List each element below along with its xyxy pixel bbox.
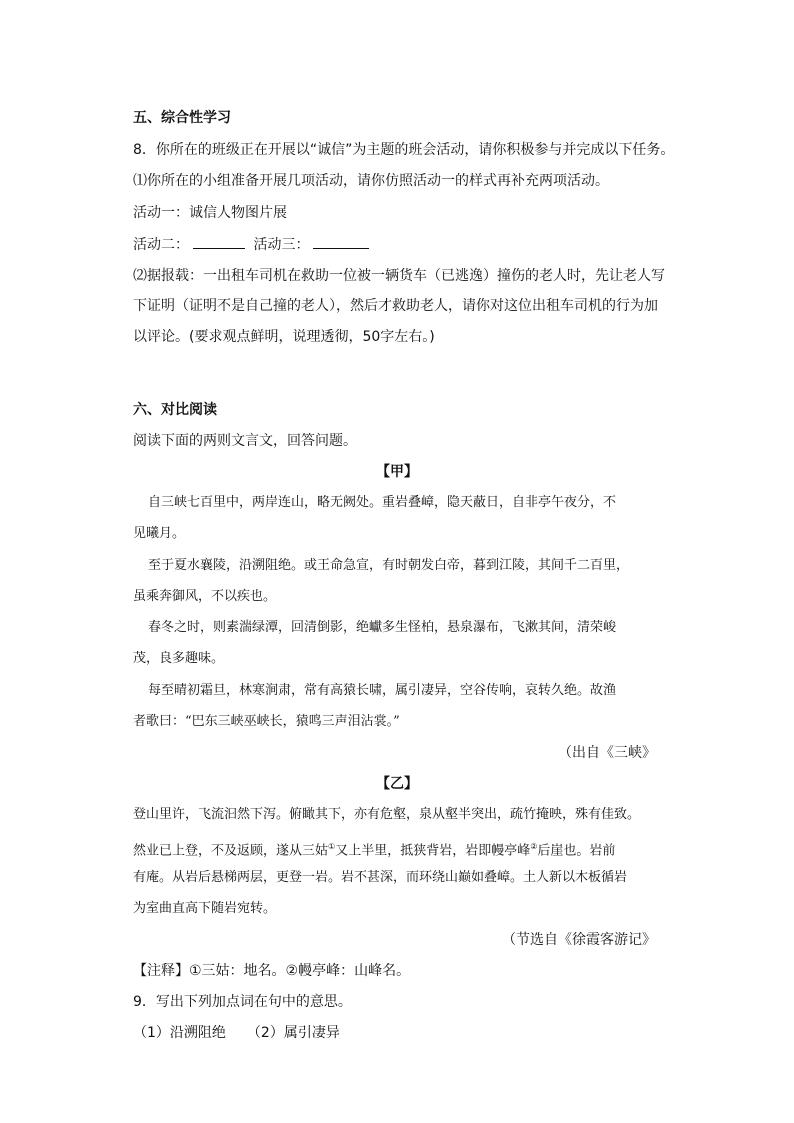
passage-jia-line: 自三峡七百里中，两岸连山，略无阙处。重岩叠嶂，隐天蔽日，自非亭午夜分，不 bbox=[148, 495, 617, 510]
question-8-2-line-2: 下证明（证明不是自己撞的老人），然后才救助老人，请你对这位出租车司机的行为加 bbox=[133, 298, 658, 314]
passage-yi-line: 有庵。从岩后悬梯两层，更登一岩。岩不甚深，而环绕山巅如叠嶂。土人新以木板循岩 bbox=[133, 870, 628, 885]
activity-2-label: 活动二： bbox=[133, 237, 189, 253]
yi-text: 然业已上登，不及返顾，遂从三姑 bbox=[133, 843, 329, 859]
footnote-marker: ① bbox=[328, 842, 336, 851]
yi-text: 又上半里，抵狭背岩，岩即幔亭峰 bbox=[335, 843, 531, 859]
question-8: 8．你所在的班级正在开展以“诚信”为主题的班会活动，请你积极参与并完成以下任务。 bbox=[133, 142, 675, 158]
passage-jia-source: （出自《三峡》 bbox=[558, 745, 656, 761]
passage-jia-line: 春冬之时，则素湍绿潭，回清倒影，绝巘多生怪柏，悬泉瀑布，飞漱其间，清荣峻 bbox=[148, 620, 617, 635]
question-9: 9．写出下列加点词在句中的意思。 bbox=[133, 994, 352, 1010]
passage-yi-title: 【乙】 bbox=[376, 776, 418, 792]
passage-jia-line: 见曦月。 bbox=[133, 526, 186, 541]
activity-2-blank[interactable] bbox=[193, 234, 245, 249]
passage-jia-line: 茂，良多趣味。 bbox=[133, 651, 225, 666]
question-8-1: ⑴你所在的小组准备开展几项活动，请你仿照活动一的样式再补充两项活动。 bbox=[133, 173, 609, 189]
yi-text: 后崖也。岩前 bbox=[537, 843, 616, 859]
question-8-2-line-1: ⑵据报载：一出租车司机在救助一位被一辆货车（已逃逸）撞伤的老人时，先让老人写 bbox=[133, 268, 665, 284]
passage-jia-line: 虽乘奔御风，不以疾也。 bbox=[133, 589, 277, 604]
section5-heading: 五、综合性学习 bbox=[133, 110, 231, 126]
passage-jia-line: 至于夏水襄陵，沿溯阻绝。或王命急宣，有时朝发白帝，暮到江陵，其间千二百里， bbox=[148, 558, 630, 573]
passage-yi-line: 登山里许，飞流汩然下泻。俯瞰其下，亦有危壑，泉从壑半突出，疏竹掩映，殊有佳致。 bbox=[133, 807, 641, 822]
activity-3-blank[interactable] bbox=[313, 234, 369, 249]
passage-jia-line: 每至晴初霜旦，林寒涧肃，常有高猿长啸，属引凄异，空谷传响，哀转久绝。故渔 bbox=[148, 683, 617, 698]
activities-2-3 bbox=[133, 234, 373, 255]
passage-yi-line bbox=[133, 837, 615, 861]
section6-heading: 六、对比阅读 bbox=[133, 402, 217, 418]
activity-3-label: 活动三： bbox=[253, 237, 310, 253]
annotations: 【注释】①三姑：地名。②幔亭峰：山峰名。 bbox=[133, 963, 411, 979]
passage-yi-line: 为室曲直高下随岩宛转。 bbox=[133, 901, 277, 916]
footnote-marker: ② bbox=[530, 842, 538, 851]
passage-jia-line: 者歌曰：“巴东三峡巫峡长，猿鸣三声泪沾裳。” bbox=[133, 714, 400, 729]
reading-intro: 阅读下面的两则文言文，回答问题。 bbox=[133, 433, 357, 449]
question-9-items: （1）沿溯阻绝 （2）属引凄异 bbox=[133, 1025, 340, 1041]
activity-1: 活动一：诚信人物图片展 bbox=[133, 205, 287, 221]
passage-jia-title: 【甲】 bbox=[376, 464, 418, 480]
question-8-2-line-3: 以评论。(要求观点鲜明，说理透彻，50字左右。) bbox=[133, 329, 435, 345]
passage-yi-source: （节选自《徐霞客游记》 bbox=[502, 932, 656, 948]
